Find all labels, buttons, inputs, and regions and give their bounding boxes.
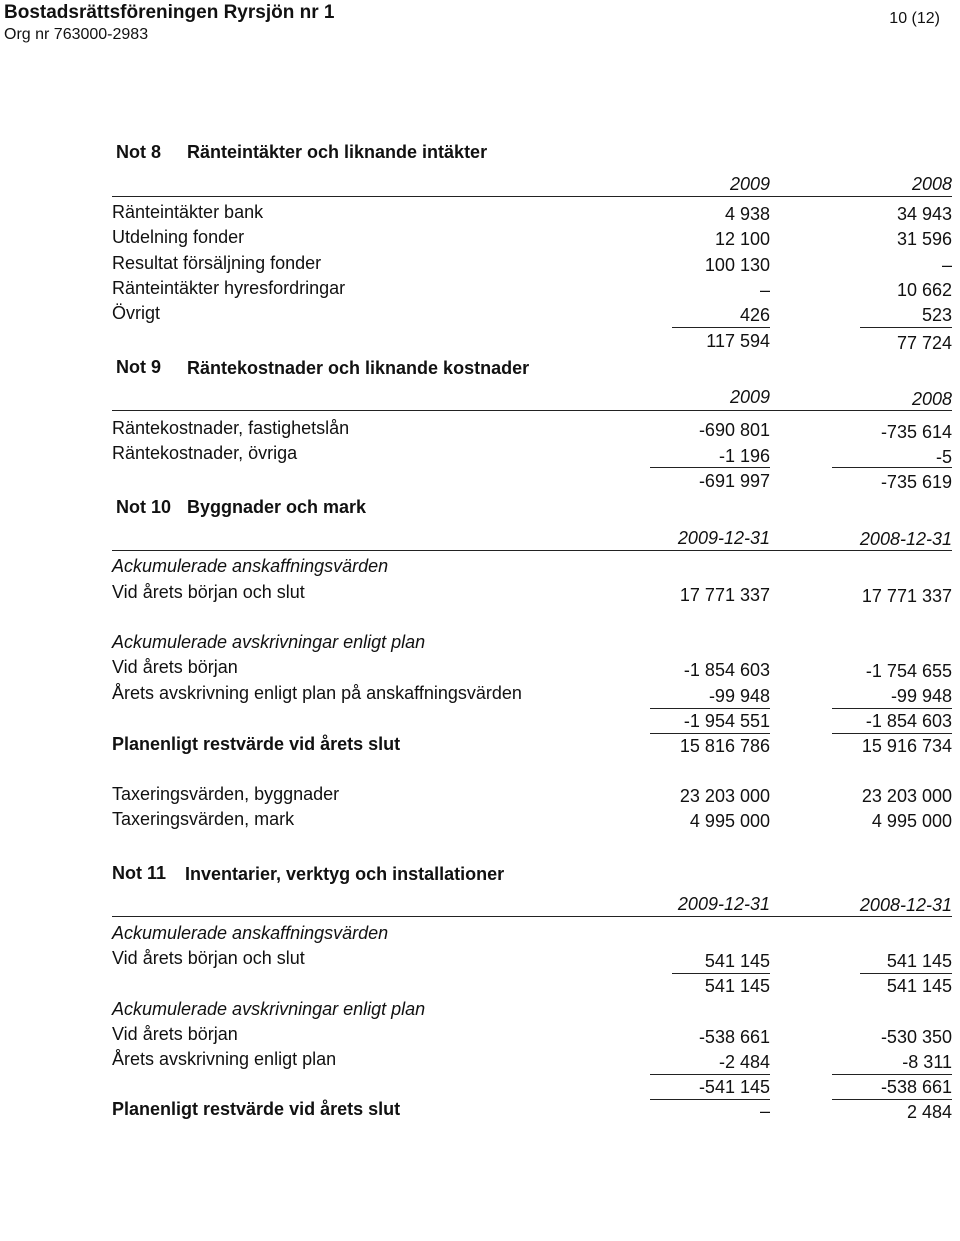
row-label: Årets avskrivning enligt plan <box>112 1049 337 1069</box>
note-title: Inventarier, verktyg och installationer <box>185 864 505 884</box>
section-heading: Ackumulerade avskrivningar enligt plan <box>112 632 426 652</box>
row-label: Räntekostnader, fastighetslån <box>112 418 350 438</box>
row-label: Övrigt <box>112 303 161 323</box>
row-value-2009: 541 145 <box>704 951 770 971</box>
row-label: Årets avskrivning enligt plan på anskaffningsvärden <box>112 683 522 703</box>
row-value-2008: 34 943 <box>896 204 952 224</box>
total-2008: 77 724 <box>896 333 952 353</box>
column-header-2008: 2008 <box>911 389 952 409</box>
column-header-2008-12-31: 2008-12-31 <box>859 895 952 915</box>
row-value-2008: -8 311 <box>902 1052 952 1072</box>
note-number: Not 10 <box>116 497 172 517</box>
section-heading: Ackumulerade anskaffningsvärden <box>112 556 389 576</box>
row-label: Taxeringsvärden, byggnader <box>112 784 340 804</box>
column-header-2008-12-31: 2008-12-31 <box>859 529 952 549</box>
row-value-2008: 523 <box>921 305 952 325</box>
subtotal-2009: -1 954 551 <box>683 711 770 731</box>
page-number: 10 (12) <box>889 10 940 27</box>
subtotal-2009: 541 145 <box>704 976 770 996</box>
residual-2008: 15 916 734 <box>861 736 952 756</box>
row-value-2009: – <box>759 280 770 300</box>
row-value-2008: 23 203 000 <box>861 786 952 806</box>
row-value-2009: 4 995 000 <box>689 811 770 831</box>
note-title: Ränteintäkter och liknande intäkter <box>187 142 488 162</box>
org-number: Org nr 763000-2983 <box>4 26 149 43</box>
row-value-2008: 541 145 <box>886 951 952 971</box>
row-value-2009: -2 484 <box>718 1052 770 1072</box>
total-2009: -691 997 <box>698 471 770 491</box>
subtotal-2008: -1 854 603 <box>865 711 952 731</box>
residual-label: Planenligt restvärde vid årets slut <box>112 1099 401 1119</box>
sum-underline <box>650 733 770 734</box>
row-label: Ränteintäkter bank <box>112 202 264 222</box>
note-number: Not 8 <box>116 142 161 162</box>
row-value-2009: -1 854 603 <box>683 660 770 680</box>
divider <box>112 196 952 197</box>
row-value-2008: -530 350 <box>880 1027 952 1047</box>
note-title: Räntekostnader och liknande kostnader <box>187 358 530 378</box>
subtotal-2008: 541 145 <box>886 976 952 996</box>
row-value-2009: -1 196 <box>718 446 770 466</box>
sum-underline <box>650 1074 770 1075</box>
divider <box>112 916 952 917</box>
row-value-2009: -538 661 <box>698 1027 770 1047</box>
row-value-2008: 17 771 337 <box>861 586 952 606</box>
note-title: Byggnader och mark <box>187 497 367 517</box>
row-label: Taxeringsvärden, mark <box>112 809 295 829</box>
sum-underline <box>672 973 770 974</box>
row-label: Resultat försäljning fonder <box>112 253 322 273</box>
row-label: Vid årets början <box>112 1024 238 1044</box>
total-2009: 117 594 <box>706 331 770 351</box>
residual-2008: 2 484 <box>906 1102 952 1122</box>
row-value-2008: -735 614 <box>880 422 952 442</box>
section-heading: Ackumulerade anskaffningsvärden <box>112 923 389 943</box>
row-label: Ränteintäkter hyresfordringar <box>112 278 346 298</box>
residual-2009: – <box>759 1101 770 1121</box>
total-2008: -735 619 <box>880 472 952 492</box>
row-value-2009: 4 938 <box>724 204 770 224</box>
org-name: Bostadsrättsföreningen Ryrsjön nr 1 <box>4 2 335 23</box>
residual-label: Planenligt restvärde vid årets slut <box>112 734 401 754</box>
note-number: Not 11 <box>112 863 167 883</box>
section-heading: Ackumulerade avskrivningar enligt plan <box>112 999 426 1019</box>
sum-underline <box>650 708 770 709</box>
residual-2009: 15 816 786 <box>679 736 770 756</box>
row-label: Vid årets början och slut <box>112 582 305 602</box>
row-value-2009: 17 771 337 <box>679 585 770 605</box>
sum-underline <box>650 467 770 468</box>
sum-underline <box>860 327 952 328</box>
subtotal-2009: -541 145 <box>698 1077 770 1097</box>
sum-underline <box>650 1099 770 1100</box>
row-value-2008: -5 <box>935 447 952 467</box>
sum-underline <box>832 467 952 468</box>
row-label: Vid årets början och slut <box>112 948 305 968</box>
note-number: Not 9 <box>116 357 161 377</box>
sum-underline <box>832 1099 952 1100</box>
column-header-2009-12-31: 2009-12-31 <box>677 894 770 914</box>
row-value-2008: 4 995 000 <box>871 811 952 831</box>
sum-underline <box>832 733 952 734</box>
row-value-2009: 100 130 <box>704 255 770 275</box>
column-header-2009: 2009 <box>729 174 770 194</box>
column-header-2009-12-31: 2009-12-31 <box>677 528 770 548</box>
row-value-2009: 23 203 000 <box>679 786 770 806</box>
column-header-2009: 2009 <box>729 387 770 407</box>
divider <box>112 550 952 551</box>
row-value-2008: 31 596 <box>896 229 952 249</box>
sum-underline <box>832 708 952 709</box>
row-value-2009: -99 948 <box>708 686 770 706</box>
row-value-2008: -99 948 <box>890 686 952 706</box>
row-label: Räntekostnader, övriga <box>112 443 298 463</box>
row-value-2008: 10 662 <box>896 280 952 300</box>
row-label: Vid årets början <box>112 657 238 677</box>
sum-underline <box>860 973 952 974</box>
row-value-2009: 12 100 <box>714 229 770 249</box>
divider <box>112 410 952 411</box>
row-value-2009: -690 801 <box>698 420 770 440</box>
row-value-2008: – <box>941 255 952 275</box>
row-label: Utdelning fonder <box>112 227 245 247</box>
sum-underline <box>832 1074 952 1075</box>
sum-underline <box>672 327 770 328</box>
row-value-2008: -1 754 655 <box>865 661 952 681</box>
column-header-2008: 2008 <box>911 174 952 194</box>
row-value-2009: 426 <box>739 305 770 325</box>
subtotal-2008: -538 661 <box>880 1077 952 1097</box>
